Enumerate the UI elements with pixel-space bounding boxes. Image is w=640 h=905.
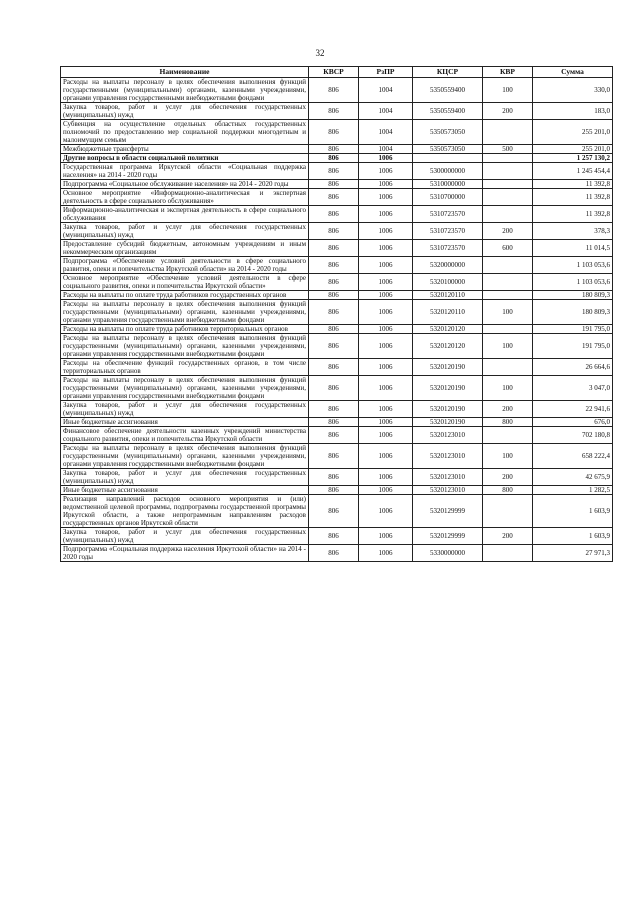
row-kvr: 100 xyxy=(483,376,533,401)
row-name: Закупка товаров, работ и услуг для обеспечения государственных (муниципальных) нужд xyxy=(61,528,309,545)
row-kvsr: 806 xyxy=(309,145,359,154)
row-rzpr: 1006 xyxy=(359,206,413,223)
row-sum: 26 664,6 xyxy=(533,359,613,376)
row-name: Расходы на выплаты персоналу в целях обеспечения выполнения функций государственными (муниципальными) органами, казенными учреждениями, органами управления государственными внебюджетными фондами xyxy=(61,376,309,401)
row-kvr xyxy=(483,495,533,528)
row-kcsr: 5320000000 xyxy=(413,257,483,274)
row-kvsr: 806 xyxy=(309,401,359,418)
header-kcsr: КЦСР xyxy=(413,67,483,78)
row-name: Основное мероприятие «Обеспечение условий деятельности в сфере социального развития, опеки и попечительства Иркутской области» xyxy=(61,274,309,291)
row-kvr: 200 xyxy=(483,103,533,120)
row-kvsr: 806 xyxy=(309,325,359,334)
row-kcsr: 5330000000 xyxy=(413,545,483,562)
row-rzpr: 1006 xyxy=(359,274,413,291)
table-row xyxy=(61,78,613,103)
row-name: Расходы на выплаты персоналу в целях обеспечения выполнения функций государственными (муниципальными) органами, казенными учреждениями, органами управления государственными внебюджетными фондами xyxy=(61,300,309,325)
row-kvsr: 806 xyxy=(309,154,359,163)
row-kvsr: 806 xyxy=(309,206,359,223)
row-rzpr: 1006 xyxy=(359,545,413,562)
row-rzpr: 1006 xyxy=(359,163,413,180)
row-kcsr: 5320120110 xyxy=(413,300,483,325)
row-sum: 11 392,8 xyxy=(533,189,613,206)
row-kvsr: 806 xyxy=(309,486,359,495)
row-sum: 3 047,0 xyxy=(533,376,613,401)
row-kcsr: 5320120110 xyxy=(413,291,483,300)
row-rzpr: 1006 xyxy=(359,376,413,401)
row-rzpr: 1004 xyxy=(359,120,413,145)
row-kvsr: 806 xyxy=(309,469,359,486)
row-kvr xyxy=(483,325,533,334)
table-row xyxy=(61,163,613,180)
row-sum: 1 603,9 xyxy=(533,495,613,528)
row-name: Закупка товаров, работ и услуг для обеспечения государственных (муниципальных) нужд xyxy=(61,103,309,120)
row-kvr xyxy=(483,206,533,223)
table-header-row xyxy=(61,67,613,78)
row-kvsr: 806 xyxy=(309,120,359,145)
row-kcsr: 5310700000 xyxy=(413,189,483,206)
row-name: Расходы на выплаты по оплате труда работников территориальных органов xyxy=(61,325,309,334)
row-kvr: 600 xyxy=(483,240,533,257)
row-name: Субвенция на осуществление отдельных областных государственных полномочий по предоставлению мер социальной поддержки многодетным и малоимущим семьям xyxy=(61,120,309,145)
row-sum: 22 941,6 xyxy=(533,401,613,418)
row-kvr xyxy=(483,163,533,180)
row-sum: 27 971,3 xyxy=(533,545,613,562)
table-row xyxy=(61,495,613,528)
row-rzpr: 1006 xyxy=(359,189,413,206)
table-row xyxy=(61,325,613,334)
table-row xyxy=(61,300,613,325)
row-kvr xyxy=(483,120,533,145)
row-rzpr: 1006 xyxy=(359,154,413,163)
row-name: Информационно-аналитическая и экспертная деятельность в сфере социального обслуживания xyxy=(61,206,309,223)
row-kcsr: 5320123010 xyxy=(413,486,483,495)
table-row xyxy=(61,274,613,291)
row-kvsr: 806 xyxy=(309,103,359,120)
row-kvr xyxy=(483,180,533,189)
row-kvr xyxy=(483,257,533,274)
row-name: Финансовое обеспечение деятельности казенных учреждений министерства социального развития, опеки и попечительства Иркутской области xyxy=(61,427,309,444)
row-sum: 11 014,5 xyxy=(533,240,613,257)
row-sum: 191 795,0 xyxy=(533,325,613,334)
row-kcsr: 5320123010 xyxy=(413,444,483,469)
row-kcsr: 5320120120 xyxy=(413,334,483,359)
row-sum: 676,0 xyxy=(533,418,613,427)
row-kvsr: 806 xyxy=(309,240,359,257)
row-kvr: 100 xyxy=(483,444,533,469)
row-kvr xyxy=(483,545,533,562)
table-row xyxy=(61,401,613,418)
row-sum: 1 603,9 xyxy=(533,528,613,545)
row-kvsr: 806 xyxy=(309,334,359,359)
row-kvsr: 806 xyxy=(309,545,359,562)
row-kcsr: 5320129999 xyxy=(413,528,483,545)
row-rzpr: 1006 xyxy=(359,334,413,359)
row-kvr: 200 xyxy=(483,223,533,240)
row-kvsr: 806 xyxy=(309,189,359,206)
row-kvsr: 806 xyxy=(309,427,359,444)
header-name: Наименование xyxy=(61,67,309,78)
row-rzpr: 1004 xyxy=(359,103,413,120)
row-name: Иные бюджетные ассигнования xyxy=(61,418,309,427)
row-kvr: 500 xyxy=(483,145,533,154)
row-sum: 1 245 454,4 xyxy=(533,163,613,180)
header-kvr: КВР xyxy=(483,67,533,78)
table-row xyxy=(61,240,613,257)
table-row xyxy=(61,257,613,274)
row-sum: 658 222,4 xyxy=(533,444,613,469)
row-kvsr: 806 xyxy=(309,257,359,274)
row-name: Иные бюджетные ассигнования xyxy=(61,486,309,495)
table-row xyxy=(61,359,613,376)
table-row xyxy=(61,154,613,163)
table-row xyxy=(61,427,613,444)
row-kvsr: 806 xyxy=(309,528,359,545)
row-rzpr: 1006 xyxy=(359,486,413,495)
row-kcsr: 5310723570 xyxy=(413,240,483,257)
row-name: Расходы на выплаты персоналу в целях обеспечения выполнения функций государственными (муниципальными) органами, казенными учреждениями, органами управления государственными внебюджетными фондами xyxy=(61,334,309,359)
row-rzpr: 1006 xyxy=(359,291,413,300)
row-kcsr: 5350559400 xyxy=(413,103,483,120)
row-rzpr: 1004 xyxy=(359,145,413,154)
row-kvr: 100 xyxy=(483,334,533,359)
row-sum: 255 201,0 xyxy=(533,120,613,145)
table-row xyxy=(61,206,613,223)
row-name: Расходы на обеспечение функций государственных органов, в том числе территориальных органов xyxy=(61,359,309,376)
row-kvsr: 806 xyxy=(309,291,359,300)
row-kvr xyxy=(483,427,533,444)
row-kcsr: 5350573050 xyxy=(413,145,483,154)
row-name: Основное мероприятие «Информационно-аналитическая и экспертная деятельность в сфере социального обслуживания» xyxy=(61,189,309,206)
row-rzpr: 1006 xyxy=(359,444,413,469)
row-rzpr: 1006 xyxy=(359,528,413,545)
page-number: 32 xyxy=(315,48,325,58)
row-sum: 42 675,9 xyxy=(533,469,613,486)
row-name: Подпрограмма «Обеспечение условий деятельности в сфере социального развития, опеки и попечительства Иркутской области» на 2014 - 2020 годы xyxy=(61,257,309,274)
row-rzpr: 1006 xyxy=(359,427,413,444)
table-row xyxy=(61,444,613,469)
row-kvr xyxy=(483,154,533,163)
row-rzpr: 1006 xyxy=(359,359,413,376)
row-name: Закупка товаров, работ и услуг для обеспечения государственных (муниципальных) нужд xyxy=(61,469,309,486)
table-row xyxy=(61,418,613,427)
table-row xyxy=(61,469,613,486)
table-row xyxy=(61,189,613,206)
row-kcsr: 5320120190 xyxy=(413,359,483,376)
row-sum: 1 103 053,6 xyxy=(533,257,613,274)
row-name: Межбюджетные трансферты xyxy=(61,145,309,154)
row-kvsr: 806 xyxy=(309,359,359,376)
row-kcsr: 5320120190 xyxy=(413,376,483,401)
header-kvsr: КВСР xyxy=(309,67,359,78)
header-sum: Сумма xyxy=(533,67,613,78)
row-kcsr: 5320120190 xyxy=(413,401,483,418)
row-kvsr: 806 xyxy=(309,376,359,401)
header-rzpr: РзПР xyxy=(359,67,413,78)
row-rzpr: 1006 xyxy=(359,223,413,240)
row-kcsr: 5300000000 xyxy=(413,163,483,180)
row-kvsr: 806 xyxy=(309,163,359,180)
row-name: Другие вопросы в области социальной политики xyxy=(61,154,309,163)
row-rzpr: 1006 xyxy=(359,180,413,189)
table-row xyxy=(61,103,613,120)
row-kcsr: 5310723570 xyxy=(413,223,483,240)
row-sum: 180 809,3 xyxy=(533,300,613,325)
row-kvr xyxy=(483,359,533,376)
row-sum: 183,0 xyxy=(533,103,613,120)
row-kcsr: 5310723570 xyxy=(413,206,483,223)
table-row xyxy=(61,486,613,495)
row-rzpr: 1006 xyxy=(359,257,413,274)
table-row xyxy=(61,120,613,145)
row-kvsr: 806 xyxy=(309,78,359,103)
row-name: Расходы на выплаты персоналу в целях обеспечения выполнения функций государственными (муниципальными) органами, казенными учреждениями, органами управления государственными внебюджетными фондами xyxy=(61,78,309,103)
table-row xyxy=(61,528,613,545)
row-rzpr: 1006 xyxy=(359,240,413,257)
table-row xyxy=(61,334,613,359)
row-kvr: 800 xyxy=(483,418,533,427)
row-rzpr: 1006 xyxy=(359,401,413,418)
row-name: Реализация направлений расходов основного мероприятия и (или) ведомственной целевой программы, подпрограммы государственной программы Иркутской области, а также непрограммным направлениям расходов государственных органов Иркутской области xyxy=(61,495,309,528)
row-name: Закупка товаров, работ и услуг для обеспечения государственных (муниципальных) нужд xyxy=(61,401,309,418)
row-kcsr: 5350559400 xyxy=(413,78,483,103)
row-rzpr: 1006 xyxy=(359,325,413,334)
row-name: Государственная программа Иркутской области «Социальная поддержка населения» на 2014 - 2020 годы xyxy=(61,163,309,180)
row-kcsr: 5320123010 xyxy=(413,469,483,486)
row-kvsr: 806 xyxy=(309,300,359,325)
row-name: Расходы на выплаты персоналу в целях обеспечения выполнения функций государственными (муниципальными) органами, казенными учреждениями, органами управления государственными внебюджетными фондами xyxy=(61,444,309,469)
row-sum: 1 282,5 xyxy=(533,486,613,495)
row-sum: 11 392,8 xyxy=(533,206,613,223)
table-body xyxy=(61,78,613,562)
row-name: Подпрограмма «Социальное обслуживание населения» на 2014 - 2020 годы xyxy=(61,180,309,189)
row-kvr xyxy=(483,189,533,206)
row-kvr: 100 xyxy=(483,300,533,325)
row-sum: 1 103 053,6 xyxy=(533,274,613,291)
row-kvr: 200 xyxy=(483,528,533,545)
row-sum: 191 795,0 xyxy=(533,334,613,359)
row-kcsr: 5320120120 xyxy=(413,325,483,334)
row-kcsr: 5320123010 xyxy=(413,427,483,444)
row-rzpr: 1006 xyxy=(359,469,413,486)
row-rzpr: 1004 xyxy=(359,78,413,103)
row-kvr: 200 xyxy=(483,469,533,486)
row-sum: 702 180,8 xyxy=(533,427,613,444)
table-row xyxy=(61,145,613,154)
row-kvr xyxy=(483,274,533,291)
row-rzpr: 1006 xyxy=(359,495,413,528)
row-kvsr: 806 xyxy=(309,444,359,469)
row-kvr: 100 xyxy=(483,78,533,103)
row-kcsr: 5310000000 xyxy=(413,180,483,189)
row-sum: 1 257 130,2 xyxy=(533,154,613,163)
table-row xyxy=(61,545,613,562)
row-rzpr: 1006 xyxy=(359,300,413,325)
row-name: Предоставление субсидий бюджетным, автономным учреждениям и иным некоммерческим организациям xyxy=(61,240,309,257)
table-row xyxy=(61,376,613,401)
row-kvsr: 806 xyxy=(309,274,359,291)
row-kcsr: 5320100000 xyxy=(413,274,483,291)
row-sum: 11 392,8 xyxy=(533,180,613,189)
row-sum: 180 809,3 xyxy=(533,291,613,300)
row-sum: 330,0 xyxy=(533,78,613,103)
row-kvsr: 806 xyxy=(309,180,359,189)
table-row xyxy=(61,291,613,300)
row-name: Закупка товаров, работ и услуг для обеспечения государственных (муниципальных) нужд xyxy=(61,223,309,240)
row-rzpr: 1006 xyxy=(359,418,413,427)
row-kcsr: 5350573050 xyxy=(413,120,483,145)
row-name: Подпрограмма «Социальная поддержка населения Иркутской области» на 2014 - 2020 годы xyxy=(61,545,309,562)
row-kvr: 800 xyxy=(483,486,533,495)
budget-table xyxy=(60,66,613,562)
table-row xyxy=(61,223,613,240)
row-kvr: 200 xyxy=(483,401,533,418)
row-kcsr xyxy=(413,154,483,163)
row-kvsr: 806 xyxy=(309,495,359,528)
row-kcsr: 5320129999 xyxy=(413,495,483,528)
row-sum: 378,3 xyxy=(533,223,613,240)
row-sum: 255 201,0 xyxy=(533,145,613,154)
row-kvr xyxy=(483,291,533,300)
row-kcsr: 5320120190 xyxy=(413,418,483,427)
table-row xyxy=(61,180,613,189)
row-kvsr: 806 xyxy=(309,223,359,240)
row-name: Расходы на выплаты по оплате труда работников государственных органов xyxy=(61,291,309,300)
row-kvsr: 806 xyxy=(309,418,359,427)
